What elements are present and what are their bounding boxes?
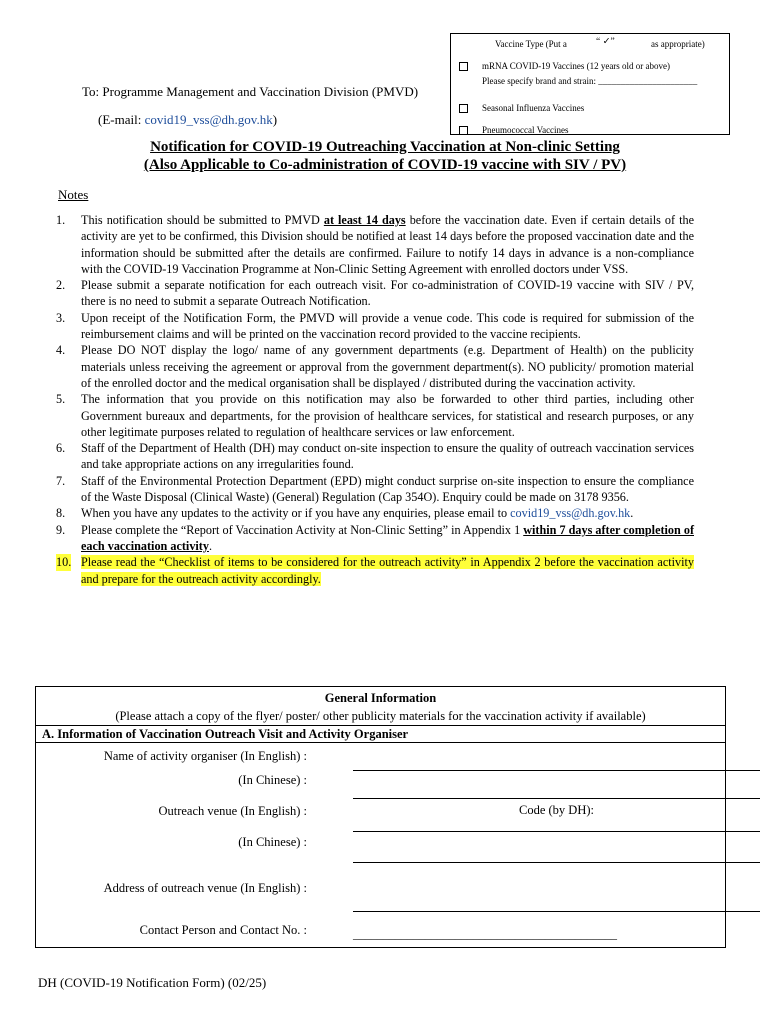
note-text: When you have any updates to the activity or if you have any enquiries, please email to	[81, 506, 511, 521]
note-item	[56, 473, 694, 506]
form-title-line-2: (Also Applicable to Co-administration of COVID-19 vaccine with SIV / PV)	[143, 157, 627, 173]
venue-en-label: Outreach venue (In English) :	[158, 804, 307, 818]
vaccine-option-label: mRNA COVID-19 Vaccines (12 years old or above)	[482, 61, 671, 71]
brand-strain-field[interactable]: Please specify brand and strain: ______________________	[482, 76, 698, 86]
note-number: 5.	[56, 392, 66, 407]
note-number: 6.	[56, 441, 66, 456]
note-text: Please read the “Checklist of items to be considered for the outreach activity” in Appendix 2 before the vaccination activity and prepare for the outreach activity accordingly.	[81, 555, 694, 586]
vaccine-type-header-pre: Vaccine Type (Put a	[495, 39, 567, 49]
checkbox-icon[interactable]	[459, 104, 468, 113]
vaccine-option-label: Pneumococcal Vaccines	[482, 125, 569, 135]
note-number: 3.	[56, 310, 66, 325]
note-text: This notification should be submitted to PMVD	[81, 213, 324, 227]
address-en-label: Address of outreach venue (In English) :	[103, 881, 307, 895]
email-link[interactable]: covid19_vss@dh.gov.hk	[510, 506, 631, 521]
note-item-highlighted	[56, 554, 694, 587]
vaccine-option-influenza[interactable]	[459, 103, 584, 113]
general-info-subheading: (Please attach a copy of the flyer/ poster/ other publicity materials for the vaccination activity if available)	[115, 709, 646, 723]
divider	[36, 725, 725, 726]
note-text: Please DO NOT display the logo/ name of any government departments (e.g. Department of Health) on the publicity materials unless receiving the agreement or approval from the government department(s). NO publicity/ promotion material of the enrolled doctor and the medical organisation shall be displayed / distributed during the vaccination activity.	[81, 343, 694, 390]
note-number: 4.	[56, 343, 66, 358]
organiser-en-field[interactable]	[353, 770, 760, 771]
contact-label: Contact Person and Contact No. :	[139, 923, 307, 937]
venue-en-field[interactable]	[353, 831, 760, 832]
email-link[interactable]: covid19_vss@dh.gov.hk	[144, 112, 273, 127]
note-item	[56, 277, 694, 310]
note-text: Please submit a separate notification for each outreach visit. For co-administration of COVID-19 vaccine with SIV / PV, there is no need to submit a separate Outreach Notification.	[81, 278, 694, 309]
note-text: Please complete the “Report of Vaccination Activity at Non-Clinic Setting” in Appendix 1	[81, 522, 524, 537]
note-number: 9.	[56, 522, 66, 537]
note-text: Staff of the Department of Health (DH) may conduct on-site inspection to ensure the quality of outreach vaccination services and take appropriate actions on any irregularities found.	[81, 441, 694, 472]
vaccine-type-header-post: as appropriate)	[651, 39, 705, 49]
addressee-email-line	[98, 112, 277, 128]
note-item	[56, 391, 694, 440]
divider	[36, 742, 725, 743]
note-item	[56, 342, 694, 391]
note-text: The information that you provide on this notification may also be forwarded to other third parties, including other Government bureaux and departments, for the provision of healthcare services, for statistical and research purposes, or any other legitimate purposes related to regulation of healthcare services or law enforcement.	[81, 392, 694, 439]
note-item	[56, 522, 694, 555]
venue-zh-label: (In Chinese) :	[238, 835, 307, 849]
note-number: 2.	[56, 278, 66, 293]
note-text: Staff of the Environmental Protection Department (EPD) might conduct surprise on-site inspection to ensure the compliance of the Waste Disposal (Clinical Waste) (General) Regulation (Cap 354O). Enquiry could be made on 3178 9356.	[81, 473, 694, 505]
organiser-zh-label: (In Chinese) :	[238, 773, 307, 787]
note-number: 1.	[56, 213, 66, 227]
notes-heading: Notes	[58, 187, 89, 202]
note-item	[56, 505, 694, 521]
checkbox-icon[interactable]	[459, 126, 468, 135]
notes-list	[56, 212, 694, 587]
checkbox-icon[interactable]	[459, 62, 468, 71]
vaccine-option-pneumococcal[interactable]	[459, 125, 569, 135]
general-information-table	[35, 686, 726, 948]
address-en-field[interactable]	[353, 911, 760, 912]
note-text: .	[208, 538, 212, 553]
note-emphasis: within 7 days after completion of each vaccination activity	[81, 522, 694, 553]
organiser-en-label: Name of activity organiser (In English) :	[103, 749, 307, 763]
vaccine-type-box	[450, 33, 730, 135]
addressee-line: To: Programme Management and Vaccination Division (PMVD)	[82, 84, 419, 99]
note-text: Upon receipt of the Notification Form, the PMVD will provide a venue code. This code is required for submission of the reimbursement claims and will be printed on the vaccination record provided to the vaccine recipients.	[81, 310, 694, 342]
vaccine-option-label: Seasonal Influenza Vaccines	[482, 103, 585, 113]
general-info-heading: General Information	[324, 691, 437, 705]
venue-code-label: Code (by DH):	[519, 803, 594, 817]
checkmark-icon: “ ✓”	[596, 37, 615, 47]
email-suffix: )	[272, 112, 278, 127]
vaccine-option-mrna[interactable]	[459, 61, 697, 86]
note-number: 10.	[56, 555, 72, 570]
venue-zh-field[interactable]	[353, 862, 760, 863]
form-footer: DH (COVID-19 Notification Form) (02/25)	[38, 975, 267, 990]
note-text: before the vaccination date. Even if certain details of the activity are yet to be confirmed, this Division should be notified at least 14 days before the proposed vaccination date and the information should be submitted after the details are confirmed. Failure to notify 14 days in advance is a non-compliance with the COVID-19 Vaccination Programme at Non-Clinic Setting Agreement with enrolled doctors under VSS.	[81, 213, 694, 276]
contact-field[interactable]: ____________________________________________	[353, 927, 617, 941]
section-a-title: A. Information of Vaccination Outreach Visit and Activity Organiser	[42, 727, 409, 741]
note-text: .	[630, 506, 634, 521]
email-prefix: (E-mail:	[98, 112, 145, 127]
note-item	[56, 440, 694, 473]
note-number: 8.	[56, 506, 66, 521]
note-emphasis: at least 14 days	[323, 213, 406, 227]
note-number: 7.	[56, 473, 66, 488]
note-item	[56, 212, 694, 277]
form-title-line-1: Notification for COVID-19 Outreaching Vaccination at Non-clinic Setting	[150, 139, 620, 155]
note-item	[56, 310, 694, 343]
organiser-zh-field[interactable]	[353, 798, 760, 799]
